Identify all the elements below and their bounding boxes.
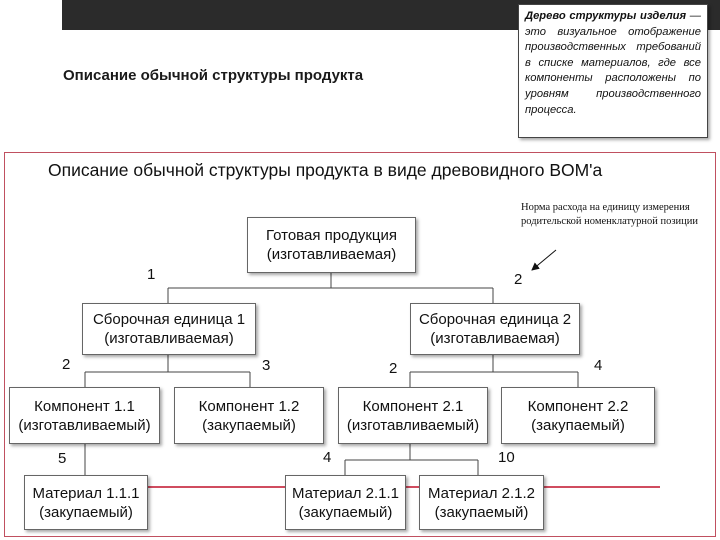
node-name: Компонент 1.1 <box>34 397 135 415</box>
node-material-2-1-2 <box>419 475 544 530</box>
annotation-arrow <box>532 250 556 270</box>
definition-text: — это визуальное отображение производственных требований в списке материалов, где все компоненты расположены по уровням производственного процесса. <box>525 10 701 116</box>
node-type: (изготавливаемый) <box>346 416 480 434</box>
qty-material-2-1-2: 10 <box>498 449 515 466</box>
qty-material-1-1-1: 5 <box>58 450 67 467</box>
node-name: Компонент 2.1 <box>362 397 464 415</box>
definition-term: Дерево структуры изделия <box>525 10 687 22</box>
node-material-1-1-1 <box>24 475 148 530</box>
node-type: (закупаемый) <box>39 503 133 521</box>
node-name: Готовая продукция <box>266 227 397 244</box>
node-component-2-2 <box>501 387 655 444</box>
qty-component-1-2: 3 <box>262 357 271 374</box>
annotation-note: Норма расхода на единицу измерения родительской номенклатурной позиции <box>521 202 699 227</box>
node-type: (изготавливаемый) <box>18 416 151 434</box>
node-name: Компонент 2.2 <box>527 397 629 415</box>
node-type: (изготавливаемая) <box>266 246 397 263</box>
node-type: (изготавливаемая) <box>104 330 234 347</box>
slide-title: Описание обычной структуры продукта <box>63 67 364 84</box>
node-type: (закупаемый) <box>434 503 529 521</box>
diagram-title: Описание обычной структуры продукта в виде древовидного BOM'а <box>48 160 603 180</box>
node-name: Компонент 1.2 <box>198 397 300 415</box>
node-name: Материал 2.1.1 <box>291 484 400 502</box>
qty-assembly-2: 2 <box>514 271 523 288</box>
node-assembly-1 <box>82 303 256 355</box>
node-type: (закупаемый) <box>531 416 625 434</box>
node-component-1-2 <box>174 387 324 444</box>
node-type: (изготавливаемая) <box>430 330 560 347</box>
node-assembly-2 <box>410 303 580 355</box>
qty-component-2-2: 4 <box>594 357 603 374</box>
node-component-1-1 <box>9 387 160 444</box>
qty-material-2-1-1: 4 <box>323 449 332 466</box>
node-type: (закупаемый) <box>202 416 296 434</box>
node-name: Материал 2.1.2 <box>427 484 536 502</box>
node-material-2-1-1 <box>285 475 406 530</box>
node-name: Материал 1.1.1 <box>32 484 140 502</box>
node-name: Сборочная единица 2 <box>418 311 572 328</box>
qty-component-1-1: 2 <box>62 356 71 373</box>
node-component-2-1 <box>338 387 488 444</box>
qty-component-2-1: 2 <box>389 360 398 377</box>
qty-assembly-1: 1 <box>147 266 156 283</box>
node-type: (закупаемый) <box>298 503 393 521</box>
node-finished-product <box>247 217 416 273</box>
node-name: Сборочная единица 1 <box>92 311 246 328</box>
